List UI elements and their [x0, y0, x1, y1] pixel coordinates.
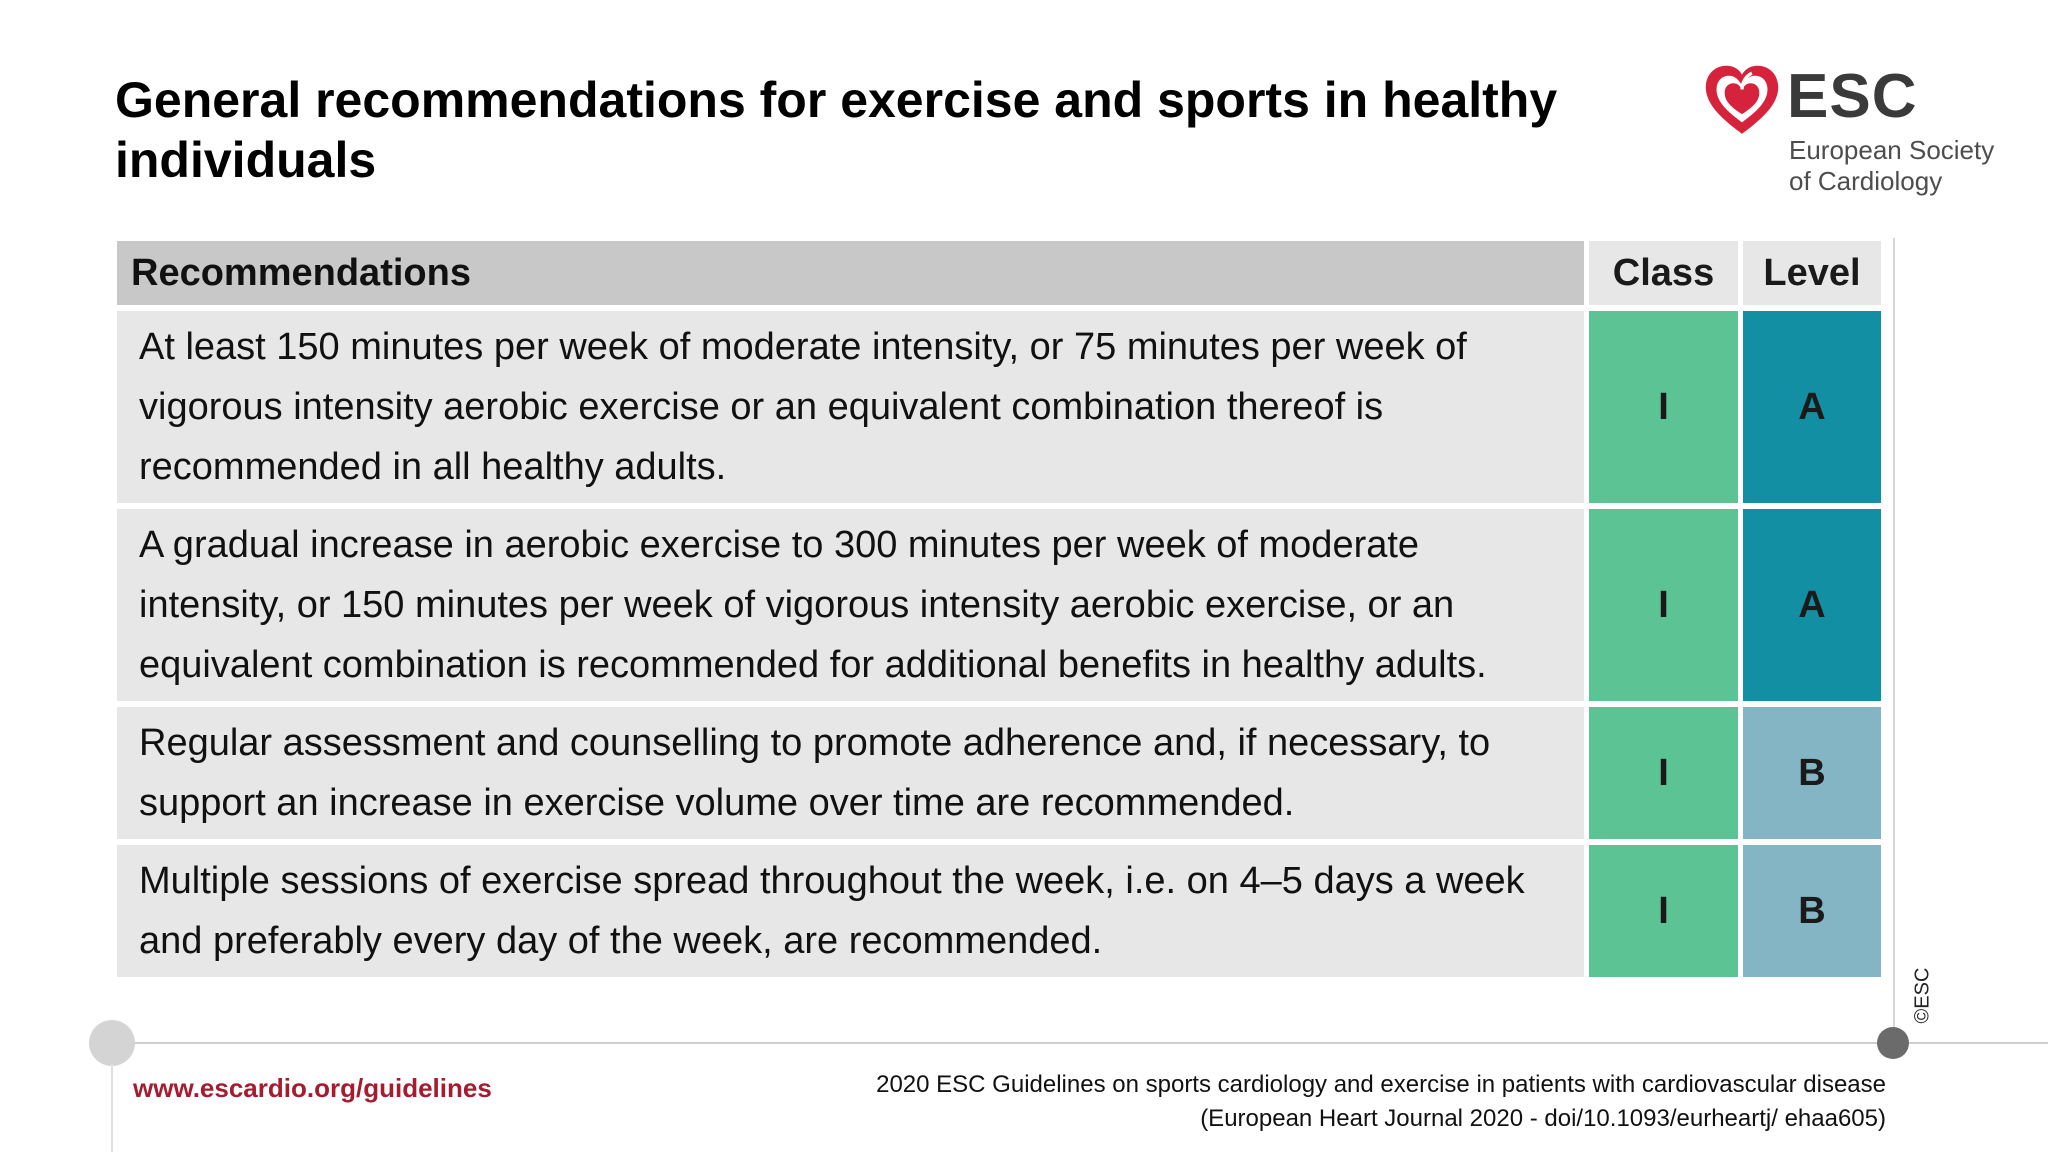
- footer-divider: [112, 1042, 2048, 1044]
- table-row: [117, 845, 1883, 977]
- footer-dot-left: [89, 1020, 135, 1066]
- level-badge: A: [1743, 509, 1881, 701]
- esc-logo: [1695, 55, 1995, 205]
- header-recommendations: Recommendations: [117, 241, 1584, 305]
- table-row: [117, 707, 1883, 839]
- footer-dot-right: [1877, 1027, 1909, 1059]
- citation-line1: 2020 ESC Guidelines on sports cardiology and exercise in patients with cardiovascular disease: [876, 1071, 1886, 1098]
- table-row: [117, 509, 1883, 701]
- page-title: General recommendations for exercise and sports in healthy individuals: [115, 72, 1558, 188]
- header-level: Level: [1743, 241, 1881, 305]
- class-badge: I: [1589, 707, 1738, 839]
- heart-logo-icon: [1701, 59, 1783, 143]
- footer-stem: [111, 1064, 113, 1152]
- recommendation-text: A gradual increase in aerobic exercise to 300 minutes per week of moderate intensity, or 150 minutes per week of vigorous intensity aerobic exercise, or an equivalent combination is recommended for additional benefits in healthy adults.: [117, 509, 1584, 701]
- class-badge: I: [1589, 845, 1738, 977]
- table-header-row: [117, 241, 1883, 305]
- vertical-divider: [1893, 238, 1895, 1040]
- class-badge: I: [1589, 311, 1738, 503]
- recommendations-table: [117, 241, 1883, 983]
- recommendation-text: Multiple sessions of exercise spread throughout the week, i.e. on 4–5 days a week and preferably every day of the week, are recommended.: [117, 845, 1584, 977]
- level-badge: B: [1743, 707, 1881, 839]
- citation-line2: (European Heart Journal 2020 - doi/10.1093/eurheartj/ ehaa605): [1200, 1105, 1886, 1132]
- logo-subtitle-line2: of Cardiology: [1789, 166, 1943, 196]
- citation: [876, 1068, 1886, 1136]
- recommendation-text: Regular assessment and counselling to promote adherence and, if necessary, to support an increase in exercise volume over time are recommended.: [117, 707, 1584, 839]
- logo-subtitle: [1789, 135, 1994, 197]
- copyright-text: ©ESC: [1911, 967, 1934, 1024]
- table-row: [117, 311, 1883, 503]
- copyright-notice: [1905, 952, 1941, 1052]
- level-badge: B: [1743, 845, 1881, 977]
- logo-subtitle-line1: European Society: [1789, 135, 1995, 165]
- website-link[interactable]: www.escardio.org/guidelines: [133, 1073, 492, 1103]
- logo-wordmark: ESC: [1787, 62, 1918, 131]
- class-badge: I: [1589, 509, 1738, 701]
- recommendation-text: At least 150 minutes per week of moderate intensity, or 75 minutes per week of vigorous intensity aerobic exercise or an equivalent combination thereof is recommended in all healthy adults.: [117, 311, 1584, 503]
- level-badge: A: [1743, 311, 1881, 503]
- header-class: Class: [1589, 241, 1738, 305]
